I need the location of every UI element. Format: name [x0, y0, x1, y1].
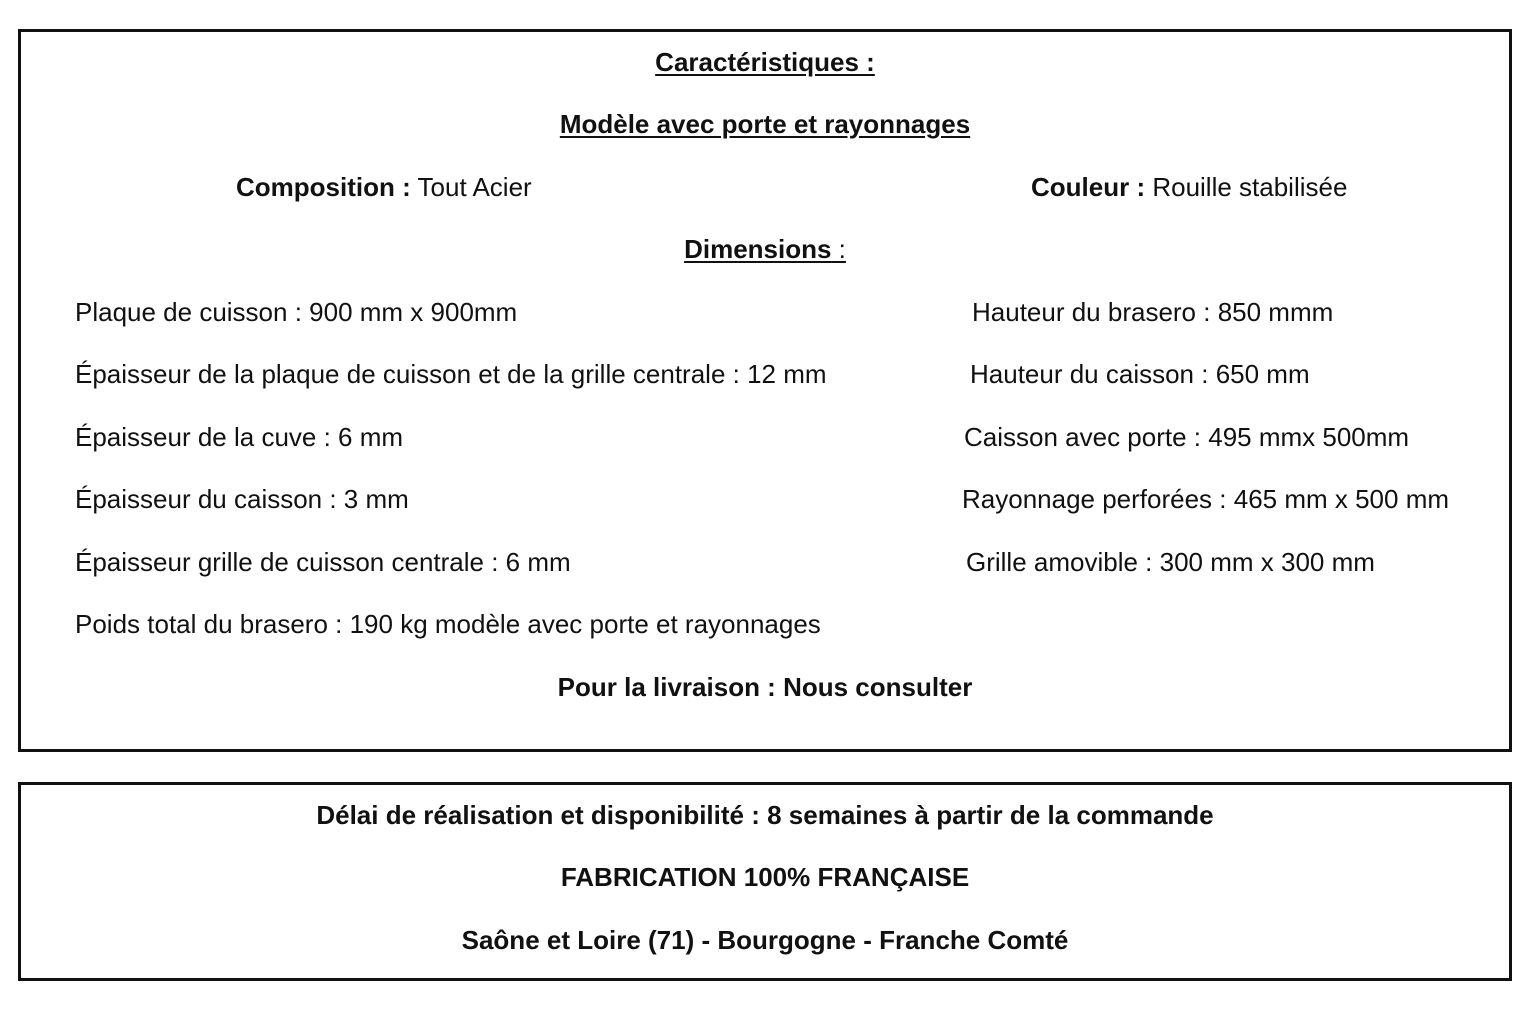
- couleur-value: Rouille stabilisée: [1145, 172, 1348, 202]
- dimensions-colon: :: [831, 234, 846, 264]
- dimension-item: Épaisseur de la cuve : 6 mm: [75, 422, 404, 452]
- dimension-item: Épaisseur grille de cuisson centrale : 6 mm: [75, 547, 571, 577]
- dimension-item: Grille amovible : 300 mm x 300 mm: [966, 547, 1375, 577]
- composition-label: Composition :: [236, 172, 411, 202]
- couleur-line: [1031, 170, 1347, 204]
- production-info-box: [18, 782, 1512, 981]
- dimension-item: Caisson avec porte : 495 mmx 500mm: [964, 422, 1410, 452]
- dimension-item: Plaque de cuisson : 900 mm x 900mm: [75, 297, 518, 327]
- weight-item: Poids total du brasero : 190 kg modèle avec porte et rayonnages: [75, 609, 821, 639]
- delay-text: Délai de réalisation et disponibilité : 8 semaines à partir de la commande: [316, 800, 1214, 830]
- region-text: Saône et Loire (71) - Bourgogne - Franche Comté: [461, 925, 1069, 955]
- fabrication-text: FABRICATION 100% FRANÇAISE: [560, 862, 970, 892]
- composition-value: Tout Acier: [410, 172, 532, 202]
- delivery-note: Pour la livraison : Nous consulter: [557, 672, 973, 702]
- dimension-item: Hauteur du caisson : 650 mm: [970, 359, 1310, 389]
- dimension-item: Épaisseur de la plaque de cuisson et de la grille centrale : 12 mm: [75, 359, 827, 389]
- specifications-box: [18, 29, 1512, 752]
- composition-line: [236, 170, 532, 204]
- couleur-label: Couleur :: [1031, 172, 1146, 202]
- specs-heading: Caractéristiques :: [655, 47, 875, 77]
- model-title: Modèle avec porte et rayonnages: [559, 109, 971, 139]
- dimensions-heading: [21, 232, 1509, 266]
- dimension-item: Épaisseur du caisson : 3 mm: [75, 484, 409, 514]
- dimensions-label: Dimensions: [684, 234, 832, 264]
- dimension-item: Rayonnage perforées : 465 mm x 500 mm: [962, 484, 1450, 514]
- dimension-item: Hauteur du brasero : 850 mmm: [972, 297, 1334, 327]
